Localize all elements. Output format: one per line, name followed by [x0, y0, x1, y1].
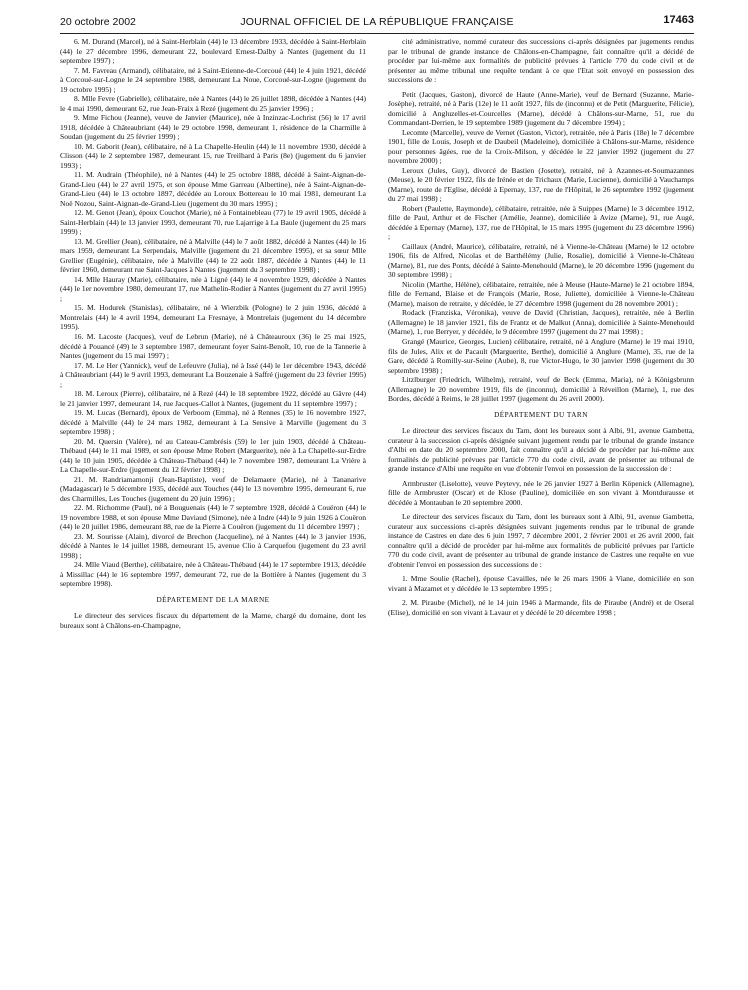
list-item: Petit (Jacques, Gaston), divorcé de Haute (Anne-Marie), veuf de Bernard (Suzanne, Marie-Josèphe), retraité, né à Paris (12e) le 11 août 1927, fils de (inconnu) et de Petit (Marguerite, Félicie), domicilié à Angluzelles-et-Courcelles (Marne), décédé à Châlons-sur-Marne, 51, rue du Commandant-Derrien, le 19 septembre 1989 (jugement du 7 décembre 1994) ;	[388, 89, 694, 128]
list-item: 18. M. Leroux (Pierre), célibataire, né à Rezé (44) le 18 septembre 1922, décédé au Gâvre (44) le 21 janvier 1997, demeurant 14, rue Jacques-Callot à Nantes, (jugement du 11 septembre 1997) ;	[60, 389, 366, 408]
list-item: 22. M. Richomme (Paul), né à Bouguenais (44) le 7 septembre 1928, décédé à Couëron (44) le 19 novembre 1988, et son épouse Mme Daviaud (Simone), née à Indre (44) le 9 juin 1926 à Couëron (44) le 20 juillet 1986, demeurant 88, rue de la Pierre à Couëron (jugement du 11 décembre 1997) ;	[60, 503, 366, 532]
list-item: 14. Mlle Hauray (Marie), célibataire, née à Ligné (44) le 4 novembre 1929, décédée à Nantes (44) le 1er novembre 1980, demeurant 17, rue Mathelin-Rodier à Nantes (jugement du 27 avril 1995) ;	[60, 274, 366, 303]
section-intro-marne: Le directeur des services fiscaux du département de la Marne, chargé du domaine, dont les bureaux sont à Châlons-en-Champagne,	[60, 611, 366, 630]
left-column	[60, 37, 366, 985]
section-intro-tarn-castres: Le directeur des services fiscaux du Tarn, dont les bureaux sont à Albi, 91, avenue Gambetta, curateur aux successions ci-après désignées suivant jugements rendus par le tribunal de grande instance de Castres en date des 6 juin 1997, 7 décembre 2001, 2 février 2001 et 26 avril 2000, fait connaître qu'il a décidé de procéder par lui-même aux formalités de publicité prévues par l'article 770 du code civil, avant de présenter au tribunal de grande instance de Castres une requête en vue d'obtenir l'envoi en possession des successions de :	[388, 512, 694, 569]
header-date: 20 octobre 2002	[60, 16, 136, 28]
list-item: Robert (Paulette, Raymonde), célibataire, retraitée, née à Suippes (Marne) le 3 décembre 1912, fille de Paul, Arthur et de Fischer (Amélie, Jeanne), domiciliée à Avize (Marne), 91, rue Augé, décédée à Epernay (Marne), 137, rue de l'Hôpital, le 15 mars 1995 (jugement du 23 décembre 1996) ;	[388, 203, 694, 242]
list-item: Lecomte (Marcelle), veuve de Vernet (Gaston, Victor), retraitée, née à Paris (18e) le 7 décembre 1901, fille de Louis, Joseph et de Daubeil (Madeleine), domiciliée à Châlons-sur-Marne, résidence pour personnes âgées, rue de la Croix-Milson, y décédée le 22 janvier 1992 (jugement du 27 novembre 2000) ;	[388, 127, 694, 166]
list-item: 13. M. Grellier (Jean), célibataire, né à Malville (44) le 7 août 1882, décédé à Nantes (44) le 16 mars 1959, demeurant La Serpendais, Malville (jugement du 21 décembre 1995), et sa sœur Mlle Grellier (Eugénie), célibataire, née à Malville (44) le 22 août 1887, décédée à Nantes (44) le 11 février 1960, demeurant rue Saint-Jacques à Nantes (jugement du 3 septembre 1998) ;	[60, 236, 366, 275]
list-item: 8. Mlle Fevre (Gabrielle), célibataire, née à Nantes (44) le 26 juillet 1898, décédée à Nantes (44) le 4 mai 1990, demeurant 62, rue Jean-Fraix à Rezé (jugement du 25 janvier 1996) ;	[60, 94, 366, 113]
section-heading-tarn: DÉPARTEMENT DU TARN	[494, 410, 588, 419]
list-item: 9. Mme Fichou (Jeanne), veuve de Janvier (Maurice), née à Inzinzac-Lochrist (56) le 17 avril 1918, décédée à Châteaubriant (44) le 29 octobre 1998, demeurant 1, résidence de la Charmille à Soudan (jugement du 25 février 1999) ;	[60, 113, 366, 142]
list-item: Rodack (Franziska, Véronika), veuve de David (Christian, Jacques), retraitée, née à Berlin (Allemagne) le 18 janvier 1921, fils de Frantz et de Malkut (Anna), domiciliée à Sainte-Menehould (Marne), 1, rue Berryer, y décédée, le 9 décembre 1997 (jugement du 27 mai 1998) ;	[388, 308, 694, 337]
list-item: 23. M. Sourisse (Alain), divorcé de Brechon (Jacqueline), né à Nantes (44) le 3 janvier 1936, décédé à Nantes le 14 juillet 1988, demeurant 15, avenue Clio à Carquefou (jugement du 23 avril 1998) ;	[60, 531, 366, 560]
list-item: Nicolin (Marthe, Hélène), célibataire, retraitée, née à Meuse (Haute-Marne) le 21 octobre 1894, fille de Fernand, Blaise et de François (Marie, Rose, Juliette), domiciliée à Vienne-le-Château (Marne), maison de retraite, y décédée, le 27 décembre 1998 (jugement du 28 novembre 2001) ;	[388, 279, 694, 308]
list-item: 1. Mme Soulie (Rachel), épouse Cavailles, née le 26 mars 1906 à Viane, domiciliée en son vivant à Mazamet et y décédée le 13 septembre 1995 ;	[388, 574, 694, 593]
section-intro-tarn: Le directeur des services fiscaux du Tarn, dont les bureaux sont à Albi, 91, avenue Gambetta, curateur à la succession ci-après désignée suivant jugement rendu par le tribunal de grande instance d'Albi en date du 20 septembre 2000, fait connaître qu'il a décidé de procéder par lui-même aux formalités de publicité prévues par l'article 770 du code civil, avant de présenter au tribunal de grande instance d'Albi une requête en vue d'obtenir l'envoi en possession de la succession de :	[388, 426, 694, 474]
header-page-number: 17463	[663, 14, 694, 26]
list-item: 16. M. Lacoste (Jacques), veuf de Lebrun (Marie), né à Châteauroux (36) le 25 mai 1925, décédé à Pouancé (49) le 3 septembre 1987, demeurant foyer Saint-Benoît, 10, rue de la Tannerie à Nantes (jugement du 15 mai 1997) ;	[60, 331, 366, 361]
list-item: Armbruster (Liselotte), veuve Peytevy, née le 26 janvier 1927 à Berlin Köpenick (Allemagne), fille de Armbruster (Oscar) et de Klose (Pauline), domiciliée en son vivant à Montdurausse et décédée à Montauban le 20 septembre 2000.	[388, 478, 694, 507]
list-item: 21. M. Randriamamonji (Jean-Baptiste), veuf de Delamaere (Marie), né à Tananarive (Madagascar) le 5 décembre 1935, décédé aux Touches (44) le 13 novembre 1995, demeurant 6, rue des Charmilles, Les Touches (jugement du 20 juin 1996) ;	[60, 474, 366, 503]
list-item: Leroux (Jules, Guy), divorcé de Bastien (Josette), retraité, né à Azannes-et-Soumazannes (Meuse), le 20 février 1922, fils de Irénée et de Trichaux (Marie, Lucienne), domicilié à Vauchamps (Marne), route de l'Eglise, décédé à Epernay, 137, rue de l'Hôpital, le 26 septembre 1992 (jugement du 27 mai 1998) ;	[388, 165, 694, 204]
header-title: JOURNAL OFFICIEL DE LA RÉPUBLIQUE FRANÇAISE	[240, 16, 514, 28]
list-item: Caillaux (André, Maurice), célibataire, retraité, né à Vienne-le-Château (Marne) le 12 octobre 1906, fils de Alfred, Nicolas et de Barthélémy (Julie, Rosalie), domicilié à Vienne-le-Château (Marne), 81, rue des Ponts, décédé à Sainte-Menehould (Marne), le 20 décembre 1996 (jugement du 30 septembre 1998) ;	[388, 241, 694, 280]
header-rule	[60, 33, 694, 34]
list-item: Grangé (Maurice, Georges, Lucien) célibataire, retraité, né à Anglure (Marne) le 19 mai 1910, fils de Jules, Alix et de Pacault (Marguerite, Berthe), domicilié à Anglure (Marne), 35, rue de la Gare, décédé à Romilly-sur-Seine (Aube), 8, rue Victor-Hugo, le 30 janvier 1998 (jugement du 30 septembre 1998) ;	[388, 336, 694, 375]
list-item: 12. M. Genot (Jean), époux Couchot (Marie), né à Fontainebleau (77) le 19 avril 1905, décédé à Saint-Herblain (44) le 13 janvier 1993, demeurant 70, rue Lajarrige à La Baule (jugement du 25 mars 1999) ;	[60, 208, 366, 237]
list-item: 7. M. Favreau (Armand), célibataire, né à Saint-Etienne-de-Corcoué (44) le 4 juin 1921, décédé à Corcoué-sur-Logne le 24 septembre 1988, demeurant La Noue, Corcoué-sur-Logne (jugement du 19 octobre 1995) ;	[60, 65, 366, 94]
list-item: 10. M. Gaborit (Jean), célibataire, né à La Chapelle-Heulin (44) le 11 novembre 1930, décédé à Clisson (44) le 2 septembre 1987, demeurant 15, rue Treilhard à Paris (8e) (jugement du 6 janvier 1993) ;	[60, 141, 366, 170]
list-item: 19. M. Lucas (Bernard), époux de Verboom (Emma), né à Rennes (35) le 16 novembre 1927, décédé à Malville (44) le 24 mars 1982, demeurant à La Sensive à Marville (jugement du 3 septembre 1998) ;	[60, 408, 366, 437]
section-intro-marne-continued: cité administrative, nommé curateur des successions ci-après désignées par jugements rendus par le tribunal de grande instance de Châlons-en-Champagne, fait connaître qu'il a décidé de procéder par lui-même aux formalités de publicité prévues à l'article 770 du code civil et de présenter au même tribunal une requête tendant à ce que l'Etat soit envoyé en possession des successions de :	[388, 37, 694, 85]
page-header	[60, 14, 694, 32]
list-item: 20. M. Quersin (Valère), né au Cateau-Cambrésis (59) le 1er juin 1903, décédé à Château-Thébaud (44) le 11 mai 1989, et son épouse Mme Robert (Marguerite), née à La Chapelle-sur-Erdre (44) le 10 juin 1905, décédée à Château-Thébaud (44) le 7 novembre 1987, demeurant La Vrière à La Chapelle-sur-Erdre (jugement du 12 février 1998) ;	[60, 436, 366, 475]
list-item: Litzlburger (Friedrich, Wilhelm), retraité, veuf de Beck (Emma, Maria), né à Königsbrunn (Allemagne) le 20 novembre 1919, fils de (inconnu), domicilié à Réveillon (Marne), 1, rue des Bordes, décédé à Reims, le 28 juillet 1997 (jugement du 26 avril 2000).	[388, 375, 694, 404]
list-item: 17. M. Le Her (Yannick), veuf de Lefeuvre (Julia), né à Issé (44) le 1er décembre 1943, décédé à Châteaubriant (44) le 9 avril 1993, demeurant La Bouzenaie à Saffré (jugement du 23 février 1995) ;	[60, 360, 366, 389]
section-heading-marne: DÉPARTEMENT DE LA MARNE	[156, 595, 270, 604]
list-item: 24. Mlle Viaud (Berthe), célibataire, née à Château-Thébaud (44) le 17 septembre 1913, décédée à Missillac (44) le 16 septembre 1997, demeurant 72, rue de la Bottière à Nantes (jugement du 3 septembre 1998).	[60, 560, 366, 589]
list-item: 11. M. Audrain (Théophile), né à Nantes (44) le 25 octobre 1888, décédé à Saint-Aignan-de-Grand-Lieu (44) le 27 avril 1975, et son épouse Mme Garreau (Albertine), née à Saint-Aignan-de-Grand-Lieu (44) le 13 octobre 1897, décédée au Loroux Bottereau le 10 mai 1981, demeurant La Noë Nozou, Saint-Aignan-de-Grand-Lieu (jugement du 30 mars 1995) ;	[60, 170, 366, 208]
right-column	[388, 37, 694, 985]
list-item: 15. M. Hodurek (Stanislas), célibataire, né à Wierzbik (Pologne) le 2 juin 1936, décédé à Montrelais (44) le 4 avril 1994, demeurant La Fresnaye, à Montrelais (jugement du 14 décembre 1995).	[60, 303, 366, 332]
list-item: 2. M. Piraube (Michel), né le 14 juin 1946 à Marmande, fils de Piraube (André) et de Oseral (Elise), domicilié en son vivant à Lavaur et y décédé le 20 décembre 1998 ;	[388, 598, 694, 617]
list-item: 6. M. Durand (Marcel), né à Saint-Herblain (44) le 13 décembre 1933, décédée à Saint-Herblain (44) le 27 décembre 1996, demeurant 22, boulevard Ernest-Dalby à Nantes (jugement du 11 septembre 1997) ;	[60, 37, 366, 66]
